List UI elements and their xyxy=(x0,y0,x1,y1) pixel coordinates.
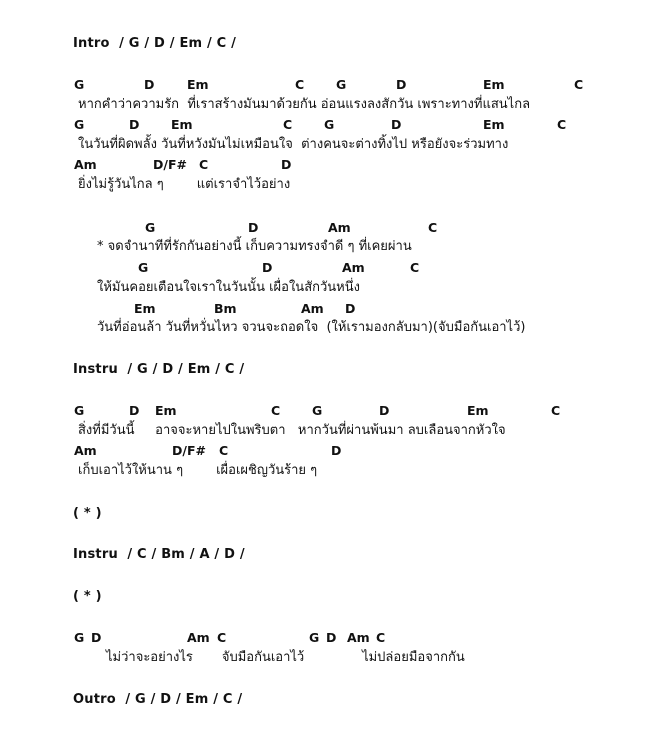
lyric-line: หากคำว่าความรัก ที่เราสร้างมันมาด้วยกัน อ่อนแรงลงสักวัน เพราะทางที่แสนไกล xyxy=(78,97,531,112)
instru-label: Instru xyxy=(73,547,118,562)
instru-line-2 xyxy=(73,546,245,564)
chord-label: D xyxy=(129,403,140,418)
chord-label: D xyxy=(391,117,402,132)
chord-label: Em xyxy=(467,403,489,418)
chord-label: Em xyxy=(155,403,177,418)
chord-label: G xyxy=(74,403,85,418)
chord-label: C xyxy=(219,443,229,458)
chord-label: D xyxy=(326,630,337,645)
chord-label: D xyxy=(262,260,273,275)
chord-label: G xyxy=(324,117,335,132)
chord-label: D xyxy=(91,630,102,645)
lyric-line: ในวันที่ผิดพลั้ง วันที่หวังมันไม่เหมือนใจ ต่างคนจะต่างทิ้งไป หรือยังจะร่วมทาง xyxy=(78,137,509,152)
outro-progression: / G / D / Em / C / xyxy=(125,692,243,707)
lyric-line: วันที่อ่อนล้า วันที่หวั่นไหว จวนจะถอดใจ (ให้เรามองกลับมา)(จับมือกันเอาไว้) xyxy=(97,320,526,335)
chord-label: Am xyxy=(187,630,210,645)
chord-label: C xyxy=(557,117,567,132)
chord-label: Am xyxy=(347,630,370,645)
chord-label: Em xyxy=(171,117,193,132)
instru-label: Instru xyxy=(73,362,118,377)
chord-label: G xyxy=(74,630,85,645)
instru-line-1 xyxy=(73,361,244,379)
chord-label: Em xyxy=(134,301,156,316)
chord-label: D xyxy=(281,157,292,172)
chord-label: C xyxy=(271,403,281,418)
chord-label: G xyxy=(138,260,149,275)
chord-label: Am xyxy=(342,260,365,275)
chord-label: Am xyxy=(301,301,324,316)
chord-label: G xyxy=(309,630,320,645)
chord-label: D/F# xyxy=(172,443,206,458)
chord-label: D xyxy=(345,301,356,316)
repeat-chorus-2: ( * ) xyxy=(73,589,102,604)
chord-label: C xyxy=(551,403,561,418)
chord-label: D xyxy=(248,220,259,235)
outro-line xyxy=(73,691,242,709)
chord-label: G xyxy=(74,77,85,92)
chord-label: Em xyxy=(187,77,209,92)
chord-label: Bm xyxy=(214,301,237,316)
chord-label: C xyxy=(283,117,293,132)
chord-label: G xyxy=(74,117,85,132)
chord-label: Am xyxy=(74,443,97,458)
chord-label: G xyxy=(145,220,156,235)
chord-label: Em xyxy=(483,77,505,92)
lyric-line: ยิ่งไม่รู้วันไกล ๆ แต่เราจำไว้อย่าง xyxy=(78,177,291,192)
lyric-line: * จดจำนาทีที่รักกันอย่างนี้ เก็บความทรงจำดี ๆ ที่เคยผ่าน xyxy=(97,239,412,254)
chord-label: C xyxy=(295,77,305,92)
chord-label: D xyxy=(129,117,140,132)
instru-progression: / C / Bm / A / D / xyxy=(127,547,245,562)
lyric-line: เก็บเอาไว้ให้นาน ๆ เผื่อเผชิญวันร้าย ๆ xyxy=(78,463,318,478)
lyric-line: สิ่งที่มีวันนี้ อาจจะหายไปในพริบตา หากวันที่ผ่านพ้นมา ลบเลือนจากหัวใจ xyxy=(78,423,506,438)
chord-label: G xyxy=(312,403,323,418)
chord-label: C xyxy=(410,260,420,275)
chord-label: C xyxy=(574,77,584,92)
lyric-line: ให้มันคอยเตือนใจเราในวันนั้น เผื่อในสักวันหนึ่ง xyxy=(97,280,360,295)
chord-label: Am xyxy=(74,157,97,172)
chord-label: C xyxy=(376,630,386,645)
chord-label: Am xyxy=(328,220,351,235)
chord-label: C xyxy=(217,630,227,645)
lyric-line: ไม่ว่าจะอย่างไร จับมือกันเอาไว้ ไม่ปล่อยมือจากกัน xyxy=(106,650,465,665)
chord-label: D xyxy=(144,77,155,92)
chord-label: D/F# xyxy=(153,157,187,172)
chord-label: D xyxy=(396,77,407,92)
intro-progression: / G / D / Em / C / xyxy=(119,36,237,51)
chord-label: G xyxy=(336,77,347,92)
repeat-chorus-1: ( * ) xyxy=(73,506,102,521)
chord-label: D xyxy=(331,443,342,458)
chord-label: D xyxy=(379,403,390,418)
intro-label: Intro xyxy=(73,36,110,51)
chord-label: C xyxy=(199,157,209,172)
chord-label: C xyxy=(428,220,438,235)
outro-label: Outro xyxy=(73,692,116,707)
instru-progression: / G / D / Em / C / xyxy=(127,362,245,377)
chord-label: Em xyxy=(483,117,505,132)
intro-line xyxy=(73,35,236,53)
